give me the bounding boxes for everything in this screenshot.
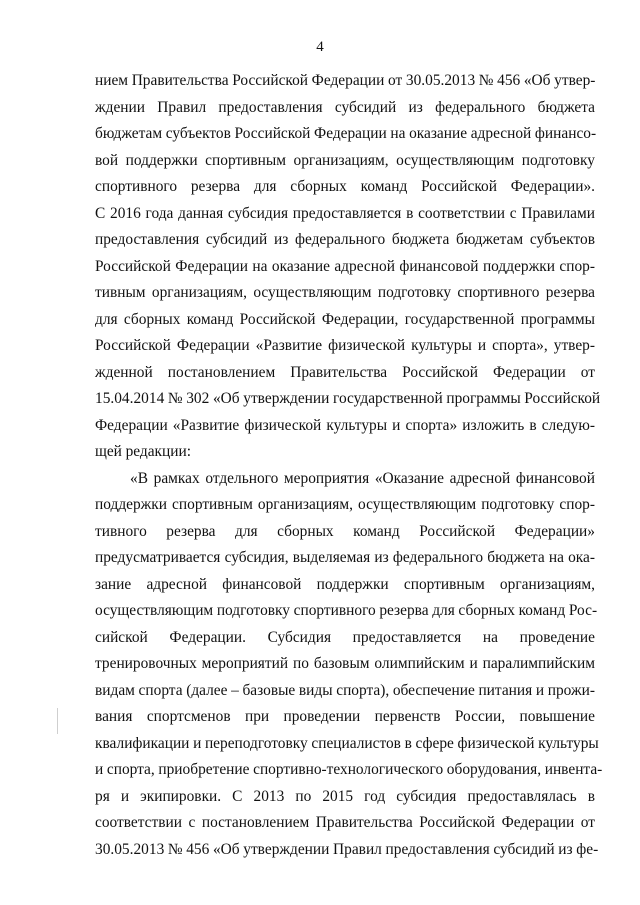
text-line: сийской Федерации. Субсидия предоставляется на проведение <box>95 628 595 646</box>
page-number: 4 <box>316 39 324 55</box>
text-line: вания спортсменов при проведении первенств России, повышение <box>95 708 595 726</box>
text-line: для сборных команд Российской Федерации, государственной программы <box>95 310 595 328</box>
text-line: видам спорта (далее – базовые виды спорта), обеспечение питания и прожи- <box>95 681 595 699</box>
text-line: Российской Федерации на оказание адресной финансовой поддержки спор- <box>95 257 595 275</box>
text-line: нием Правительства Российской Федерации от 30.05.2013 № 456 «Об утвер- <box>95 72 596 89</box>
text-line: тивным организациям, осуществляющим подготовку спортивного резерва <box>95 284 595 302</box>
scan-margin-mark <box>57 708 58 734</box>
text-line: зание адресной финансовой поддержки спортивным организациям, <box>95 575 595 593</box>
text-line: тренировочных мероприятий по базовым олимпийским и паралимпийским <box>95 655 595 673</box>
text-line: 30.05.2013 № 456 «Об утверждении Правил предоставления субсидий из фе- <box>95 840 599 858</box>
text-line: бюджетам субъектов Российской Федерации на оказание адресной финансо- <box>95 125 597 143</box>
text-line: щей редакции: <box>95 443 192 461</box>
text-line: жденной постановлением Правительства Российской Федерации от <box>95 363 595 381</box>
text-line: ря и экипировки. С 2013 по 2015 год субсидия предоставлялась в <box>95 787 595 805</box>
text-line: «В рамках отдельного мероприятия «Оказание адресной финансовой <box>130 469 595 487</box>
text-line: и спорта, приобретение спортивно-технологического оборудования, инвента- <box>95 761 603 779</box>
text-line: квалификации и переподготовку специалистов в сфере физической культуры <box>95 734 599 752</box>
text-line: предусматривается субсидия, выделяемая из федерального бюджета на ока- <box>95 549 595 567</box>
text-line: предоставления субсидий из федерального бюджета бюджетам субъектов <box>95 231 595 249</box>
text-line: ждении Правил предоставления субсидий из федерального бюджета <box>95 98 595 116</box>
text-line: осуществляющим подготовку спортивного резерва для сборных команд Рос- <box>95 602 598 620</box>
text-line: Российской Федерации «Развитие физической культуры и спорта», утвер- <box>95 337 595 355</box>
text-line: Федерации «Развитие физической культуры и спорта» изложить в следую- <box>95 416 595 434</box>
body-text <box>95 68 603 863</box>
text-line: вой поддержки спортивным организациям, осуществляющим подготовку <box>95 151 595 169</box>
text-line: С 2016 года данная субсидия предоставляется в соответствии с Правилами <box>95 204 595 222</box>
text-line: соответствии с постановлением Правительства Российской Федерации от <box>95 814 595 832</box>
text-line: поддержки спортивным организациям, осуществляющим подготовку спор- <box>95 496 595 514</box>
text-line: 15.04.2014 № 302 «Об утверждении государственной программы Российской <box>95 390 601 408</box>
text-line: тивного резерва для сборных команд Российской Федерации» <box>95 522 595 540</box>
text-line: спортивного резерва для сборных команд Российской Федерации». <box>95 178 595 196</box>
